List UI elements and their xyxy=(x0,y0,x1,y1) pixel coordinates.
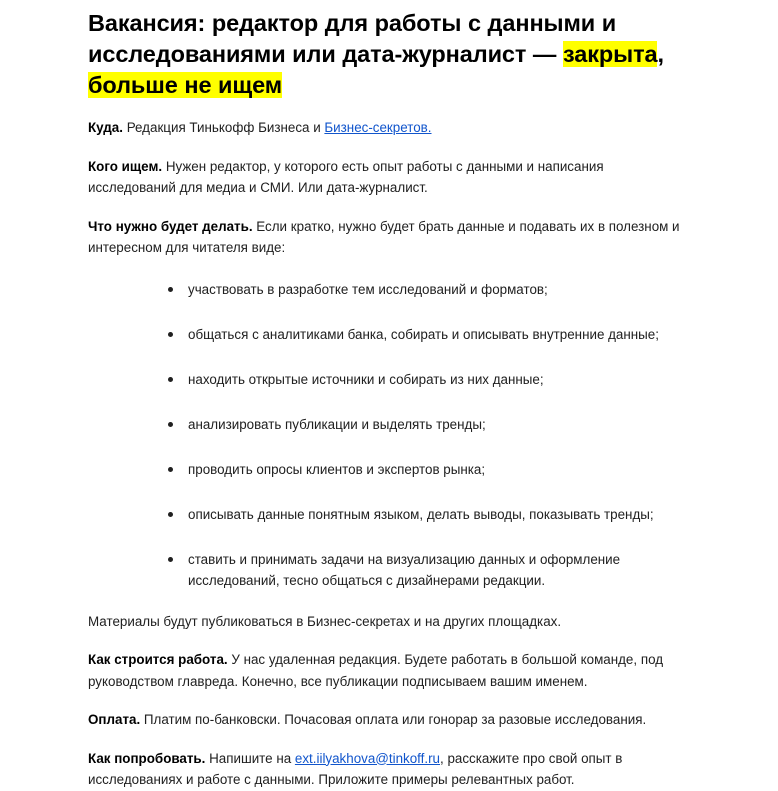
paragraph-how-apply-lead: Как попробовать. xyxy=(88,750,206,766)
paragraph-payment xyxy=(88,709,692,731)
paragraph-who xyxy=(88,156,692,199)
list-item xyxy=(88,459,692,480)
bullet-icon xyxy=(168,512,173,517)
bullet-icon xyxy=(168,287,173,292)
paragraph-payment-lead: Оплата. xyxy=(88,712,141,727)
bullet-icon xyxy=(168,377,173,382)
bullet-icon xyxy=(168,557,173,562)
list-item xyxy=(88,504,692,525)
title-text-part-1: Вакансия: редактор для работы с данными и исследованиями или дата-журналист — xyxy=(88,10,617,67)
bullet-icon xyxy=(168,422,173,427)
paragraph-who-lead: Кого ищем. xyxy=(88,158,163,174)
paragraph-what xyxy=(88,216,692,259)
title-highlight-no-longer-searching: больше не ищем xyxy=(88,72,283,98)
responsibilities-list xyxy=(88,279,692,591)
paragraph-materials-text: Материалы будут публиковаться в Бизнес-секретах и на других площадках. xyxy=(88,613,562,629)
page-title xyxy=(88,8,692,101)
paragraph-what-lead: Что нужно будет делать. xyxy=(88,218,253,234)
list-item-label: анализировать публикации и выделять тренды; xyxy=(188,416,486,432)
paragraph-where-lead: Куда. xyxy=(88,120,123,135)
list-item-label: проводить опросы клиентов и экспертов рынка; xyxy=(188,461,486,477)
list-item xyxy=(88,369,692,390)
bullet-icon xyxy=(168,467,173,472)
title-text-part-2: , xyxy=(657,41,664,67)
list-item-label: описывать данные понятным языком, делать выводы, показывать тренды; xyxy=(188,506,654,522)
title-highlight-closed: закрыта xyxy=(562,41,658,67)
list-item xyxy=(88,279,692,300)
paragraph-how-apply xyxy=(88,748,692,791)
paragraph-how-apply-text-after: , расскажите про свой опыт в исследованиях и работе с данными. Приложите примеры релевантных работ. xyxy=(88,750,623,787)
paragraph-where-text: Редакция Тинькофф Бизнеса и xyxy=(122,120,325,135)
list-item xyxy=(88,324,692,345)
bullet-icon xyxy=(168,332,173,337)
contact-email-link[interactable]: ext.iilyakhova@tinkoff.ru xyxy=(294,750,440,766)
list-item xyxy=(88,414,692,435)
list-item-label: участвовать в разработке тем исследований и форматов; xyxy=(188,281,548,297)
paragraph-where xyxy=(88,117,692,139)
list-item xyxy=(88,549,692,591)
paragraph-how-apply-text-before: Напишите на xyxy=(205,750,295,766)
paragraph-how-work xyxy=(88,649,692,692)
paragraph-payment-text: Платим по-банковски. Почасовая оплата или гонорар за разовые исследования. xyxy=(140,712,647,727)
list-item-label: ставить и принимать задачи на визуализацию данных и оформление исследований, тесно общаться с дизайнерами редакции. xyxy=(188,551,621,588)
paragraph-materials xyxy=(88,611,692,633)
paragraph-how-work-text: У нас удаленная редакция. Будете работать в большой команде, под руководством главреда. Конечно, все публикации подписываем вашим именем. xyxy=(88,652,664,689)
paragraph-how-work-lead: Как строится работа. xyxy=(88,652,228,667)
paragraph-what-text: Если кратко, нужно будет брать данные и подавать их в полезном и интересном для читателя виде: xyxy=(88,218,680,255)
paragraph-who-text: Нужен редактор, у которого есть опыт работы с данными и написания исследований для медиа и СМИ. Или дата-журналист. xyxy=(88,158,604,195)
list-item-label: находить открытые источники и собирать из них данные; xyxy=(188,371,544,387)
list-item-label: общаться с аналитиками банка, собирать и описывать внутренние данные; xyxy=(188,326,659,342)
business-secrets-link[interactable]: Бизнес-секретов. xyxy=(324,120,432,135)
